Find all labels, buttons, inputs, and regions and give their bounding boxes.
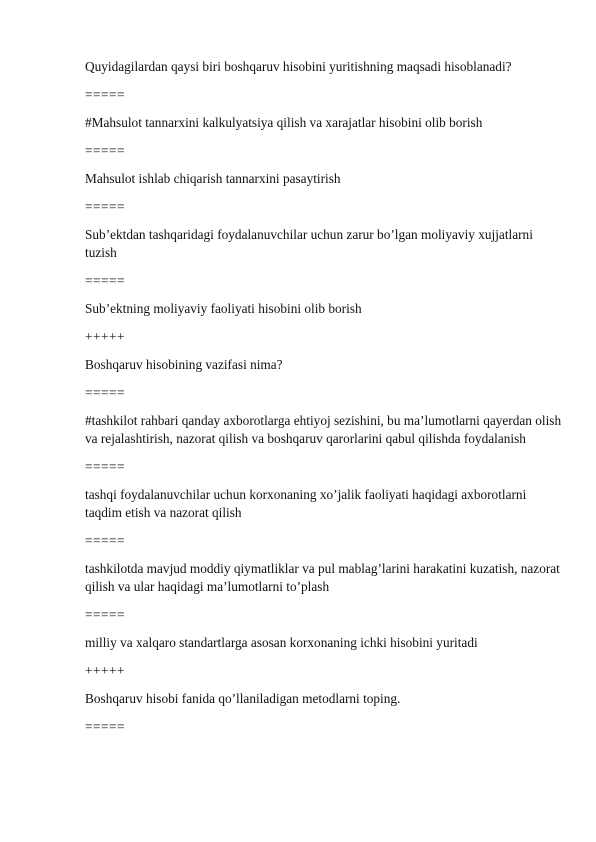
question-text: Quyidagilardan qaysi biri boshqaruv hisobini yuritishning maqsadi hisoblanadi? [85,59,512,74]
question-text: Boshqaruv hisobi fanida qo’llaniladigan metodlarni toping. [85,691,401,706]
separator: ===== [85,273,125,288]
answer-option: Mahsulot ishlab chiqarish tannarxini pasaytirish [85,171,341,186]
separator: ===== [85,199,125,214]
answer-option: Sub’ektning moliyaviy faoliyati hisobini olib borish [85,301,362,316]
separator: ===== [85,143,125,158]
separator: ===== [85,459,125,474]
document-body [85,58,565,746]
answer-option: #tashkilot rahbari qanday axborotlarga ehtiyoj sezishini, bu ma’lumotlarni qayerdan olish va rejalashtirish, nazorat qilish va boshqaruv qarorlarini qabul qilishda foydalanish [85,413,562,446]
separator: ===== [85,533,125,548]
separator: ===== [85,385,125,400]
question-text: Boshqaruv hisobining vazifasi nima? [85,357,283,372]
answer-option: #Mahsulot tannarxini kalkulyatsiya qilish va xarajatlar hisobini olib borish [85,115,483,130]
question-separator: +++++ [85,329,125,344]
separator: ===== [85,719,125,734]
answer-option: milliy va xalqaro standartlarga asosan korxonaning ichki hisobini yuritadi [85,635,478,650]
answer-option: tashkilotda mavjud moddiy qiymatliklar va pul mablag’larini harakatini kuzatish, nazorat qilish va ular haqidagi ma’lumotlarni to’plash [85,561,560,594]
answer-option: tashqi foydalanuvchilar uchun korxonaning xo’jalik faoliyati haqidagi axborotlarni taqdim etish va nazorat qilish [85,487,527,520]
separator: ===== [85,87,125,102]
question-separator: +++++ [85,663,125,678]
separator: ===== [85,607,125,622]
answer-option: Sub’ektdan tashqaridagi foydalanuvchilar uchun zarur bo’lgan moliyaviy xujjatlarni tuzish [85,227,533,260]
